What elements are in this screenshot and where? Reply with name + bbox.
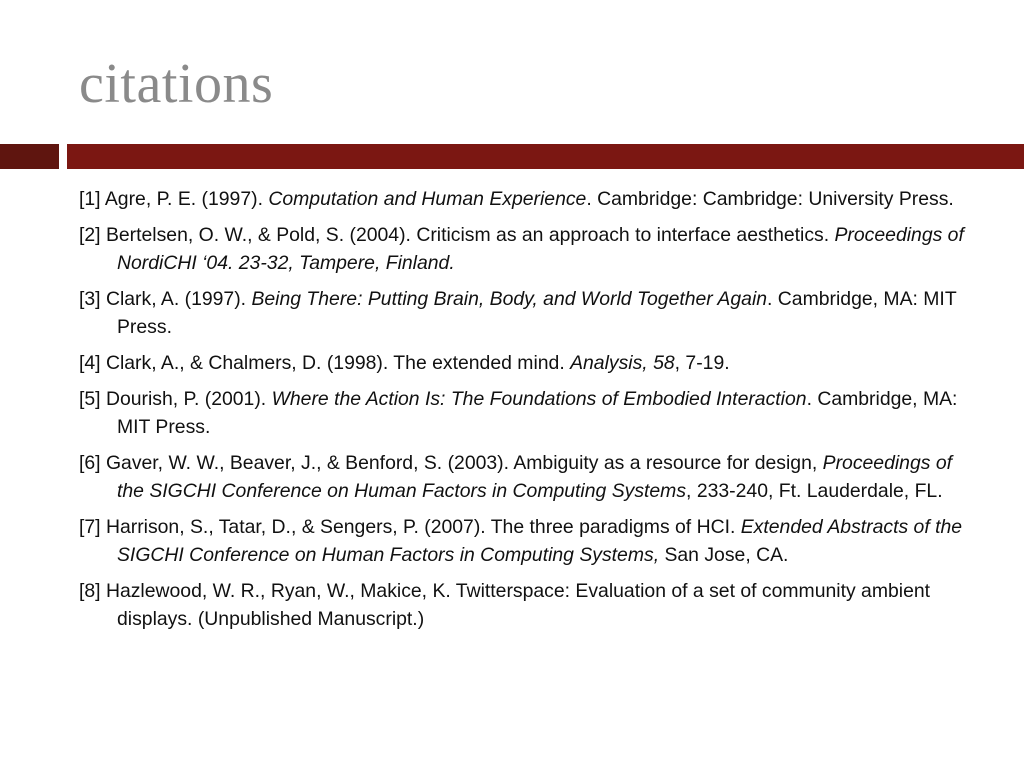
reference-text: , 233-240, Ft. Lauderdale, FL. bbox=[686, 480, 943, 502]
reference-text: [8] Hazlewood, W. R., Ryan, W., Makice, K. Twitterspace: Evaluation of a set of community ambient displays. (Unpublished Manuscript.) bbox=[79, 580, 931, 630]
reference-italic-text: Analysis, 58 bbox=[570, 352, 675, 374]
slide-title: citations bbox=[79, 53, 274, 115]
reference-item bbox=[79, 221, 979, 277]
reference-text: [5] Dourish, P. (2001). bbox=[79, 388, 272, 410]
reference-text: [2] Bertelsen, O. W., & Pold, S. (2004). Criticism as an approach to interface aesthetics. bbox=[79, 224, 835, 246]
reference-italic-text: Proceedings of the SIGCHI Conference on Human Factors in Computing Systems bbox=[117, 452, 953, 502]
accent-bar-small bbox=[0, 144, 59, 169]
reference-item bbox=[79, 385, 979, 441]
reference-text: . Cambridge, MA: MIT Press. bbox=[117, 388, 958, 438]
reference-italic-text: Computation and Human Experience bbox=[268, 188, 587, 210]
reference-item bbox=[79, 349, 979, 377]
reference-text: [7] Harrison, S., Tatar, D., & Sengers, P. (2007). The three paradigms of HCI. bbox=[79, 516, 741, 538]
reference-text: [6] Gaver, W. W., Beaver, J., & Benford, S. (2003). Ambiguity as a resource for design, bbox=[79, 452, 823, 474]
reference-item bbox=[79, 285, 979, 341]
reference-text: [4] Clark, A., & Chalmers, D. (1998). The extended mind. bbox=[79, 352, 571, 374]
reference-italic-text: Proceedings of NordiCHI ‘04. 23-32, Tampere, Finland. bbox=[117, 224, 964, 274]
reference-text: , 7-19. bbox=[674, 352, 730, 374]
reference-item bbox=[79, 577, 979, 633]
reference-italic-text: Extended Abstracts of the SIGCHI Conference on Human Factors in Computing Systems, bbox=[117, 516, 963, 566]
accent-bar bbox=[67, 144, 1024, 169]
reference-list bbox=[79, 185, 979, 641]
reference-text: . Cambridge: Cambridge: University Press. bbox=[586, 188, 954, 210]
reference-text: [3] Clark, A. (1997). bbox=[79, 288, 252, 310]
reference-text: [1] Agre, P. E. (1997). bbox=[79, 188, 269, 210]
reference-item bbox=[79, 449, 979, 505]
reference-text: San Jose, CA. bbox=[659, 544, 789, 566]
reference-item bbox=[79, 185, 979, 213]
reference-item bbox=[79, 513, 979, 569]
reference-text: . Cambridge, MA: MIT Press. bbox=[117, 288, 957, 338]
reference-italic-text: Where the Action Is: The Foundations of Embodied Interaction bbox=[271, 388, 807, 410]
reference-italic-text: Being There: Putting Brain, Body, and World Together Again bbox=[251, 288, 768, 310]
